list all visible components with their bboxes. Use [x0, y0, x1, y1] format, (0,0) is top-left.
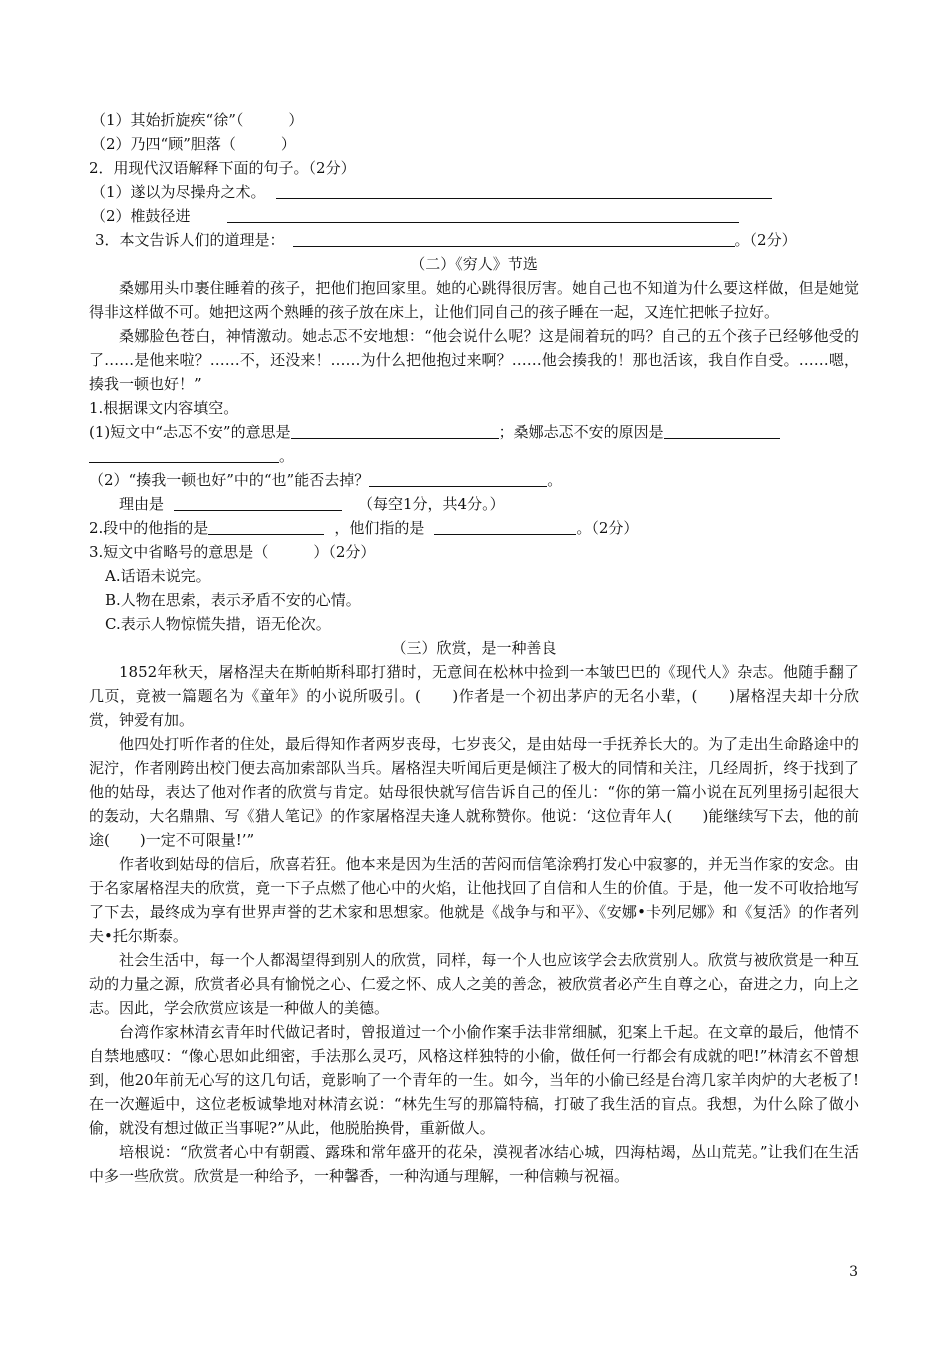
question-text: （2）“揍我一顿也好”中的“也”能否去掉？ [89, 471, 370, 489]
answer-line[interactable] [369, 469, 547, 487]
question-score: （每空1分，共4分。） [358, 495, 505, 513]
question-2-1 [89, 180, 859, 204]
section-2-question-1a [89, 420, 859, 444]
option-b: B.人物在思索，表示矛盾不安的心情。 [105, 591, 361, 609]
question-text: ；桑娜忐忑不安的原因是 [498, 423, 664, 441]
question-3-score: 。（2分） [734, 231, 797, 249]
page-number: 3 [849, 1264, 858, 1280]
question-text: 2.段中的他指的是 [89, 519, 209, 537]
question-1-1: （1）其始折旋疾“徐”（ ） [91, 111, 304, 129]
option-c: C.表示人物惊慌失措，语无伦次。 [105, 615, 331, 633]
question-2: 2．用现代汉语解释下面的句子。（2分） [89, 159, 356, 177]
section-3-paragraph: 培根说：“欣赏者心中有朝霞、露珠和常年盛开的花朵，漠视者冰结心城，四海枯竭，丛山荒芜。”让我们在生活中多一些欣赏。欣赏是一种给予，一种馨香，一种沟通与理解，一种信赖与祝福。 [89, 1143, 859, 1185]
section-2-title: （二）《穷人》节选 [410, 255, 538, 273]
answer-line[interactable] [664, 421, 780, 439]
section-2-question-1a-cont [89, 444, 859, 468]
question-text: ，他们指的是 [334, 519, 425, 537]
section-2-question-2 [89, 516, 859, 540]
question-2-2 [89, 204, 859, 228]
answer-line[interactable] [208, 517, 324, 535]
question-3-text: 3．本文告诉人们的道理是： [95, 231, 285, 249]
question-3 [89, 228, 859, 252]
section-2-paragraph: 桑娜用头巾裹住睡着的孩子，把他们抱回家里。她的心跳得很厉害。她自己也不知道为什么要这样做，但是她觉得非这样做不可。她把这两个熟睡的孩子放在床上，让他们同自己的孩子睡在一起，又连忙把帐子拉好。 [89, 279, 859, 321]
page-content [89, 108, 859, 1188]
option-a: A.话语未说完。 [105, 567, 211, 585]
question-text: 。 [547, 471, 563, 489]
section-3-paragraph: 社会生活中，每一个人都渴望得到别人的欣赏，同样，每一个人也应该学会去欣赏别人。欣赏与被欣赏是一种互动的力量之源，欣赏者必具有愉悦之心、仁爱之怀、成人之美的善念，被欣赏者必产生自尊之心，奋进之力，向上之志。因此，学会欣赏应该是一种做人的美德。 [89, 951, 859, 1017]
section-2-question-1: 1.根据课文内容填空。 [89, 399, 239, 417]
question-text: 。（2分） [576, 519, 639, 537]
section-2-question-3: 3.短文中省略号的意思是（ ）（2分） [89, 543, 376, 561]
section-3-title: （三）欣赏，是一种善良 [391, 639, 557, 657]
section-2-question-1b [89, 468, 859, 492]
answer-line[interactable] [89, 445, 279, 463]
question-text: (1)短文中“忐忑不安”的意思是 [89, 423, 291, 441]
answer-line[interactable] [293, 229, 735, 247]
section-2-question-1c [89, 492, 859, 516]
answer-line[interactable] [434, 517, 576, 535]
section-2-paragraph: 桑娜脸色苍白，神情激动。她忐忑不安地想：“他会说什么呢？这是闹着玩的吗？自己的五个孩子已经够他受的了……是他来啦？……不，还没来！……为什么把他抱过来啊？……他会揍我的！那也活该，我自作自受。……嗯，揍我一顿也好！” [89, 327, 859, 393]
question-2-1-text: （1）遂以为尽操舟之术。 [91, 183, 266, 201]
answer-line[interactable] [276, 181, 772, 199]
section-3-paragraph: 他四处打听作者的住处，最后得知作者两岁丧母，七岁丧父，是由姑母一手抚养长大的。为了走出生命路途中的泥泞，作者刚跨出校门便去高加索部队当兵。屠格涅夫听闻后更是倾注了极大的同情和关注，几经周折，终于找到了他的姑母，表达了他对作者的欣赏与肯定。姑母很快就写信告诉自己的侄儿：“你的第一篇小说在瓦列里扬引起很大的轰动，大名鼎鼎、写《猎人笔记》的作家屠格涅夫逢人就称赞你。他说：‘这位青年人( )能继续写下去，他的前途( )一定不可限量!’” [89, 735, 859, 849]
question-1-2: （2）乃四“顾”胆落（ ） [91, 135, 296, 153]
section-3-paragraph: 台湾作家林清玄青年时代做记者时，曾报道过一个小偷作案手法非常细腻，犯案上千起。在文章的最后，他情不自禁地感叹：“像心思如此细密，手法那么灵巧，风格这样独特的小偷，做任何一行都会有成就的吧!”林清玄不曾想到，他20年前无心写的这几句话，竟影响了一个青年的一生。如今，当年的小偷已经是台湾几家羊肉炉的大老板了!在一次邂逅中，这位老板诚挚地对林清玄说：“林先生写的那篇特稿，打破了我生活的盲点。我想，为什么除了做小偷，就没有想过做正当事呢?”从此，他脱胎换骨，重新做人。 [89, 1023, 859, 1137]
answer-line[interactable] [174, 493, 342, 511]
question-text: 。 [279, 447, 295, 465]
question-text: 理由是 [119, 495, 165, 513]
section-3-paragraph: 作者收到姑母的信后，欣喜若狂。他本来是因为生活的苦闷而信笔涂鸦打发心中寂寥的，并无当作家的安念。由于名家屠格涅夫的欣赏，竟一下子点燃了他心中的火焰，让他找回了自信和人生的价值。于是，他一发不可收拾地写了下去，最终成为享有世界声誉的艺术家和思想家。他就是《战争与和平》、《安娜•卡列尼娜》和《复活》的作者列夫•托尔斯泰。 [89, 855, 859, 945]
answer-line[interactable] [227, 205, 739, 223]
answer-line[interactable] [291, 421, 499, 439]
question-2-2-text: （2）椎鼓径进 [91, 207, 191, 225]
section-3-paragraph: 1852年秋天，屠格涅夫在斯帕斯科耶打猎时，无意间在松林中捡到一本皱巴巴的《现代人》杂志。他随手翻了几页，竟被一篇题名为《童年》的小说所吸引。( )作者是一个初出茅庐的无名小辈，( )屠格涅夫却十分欣赏，钟爱有加。 [89, 663, 859, 729]
